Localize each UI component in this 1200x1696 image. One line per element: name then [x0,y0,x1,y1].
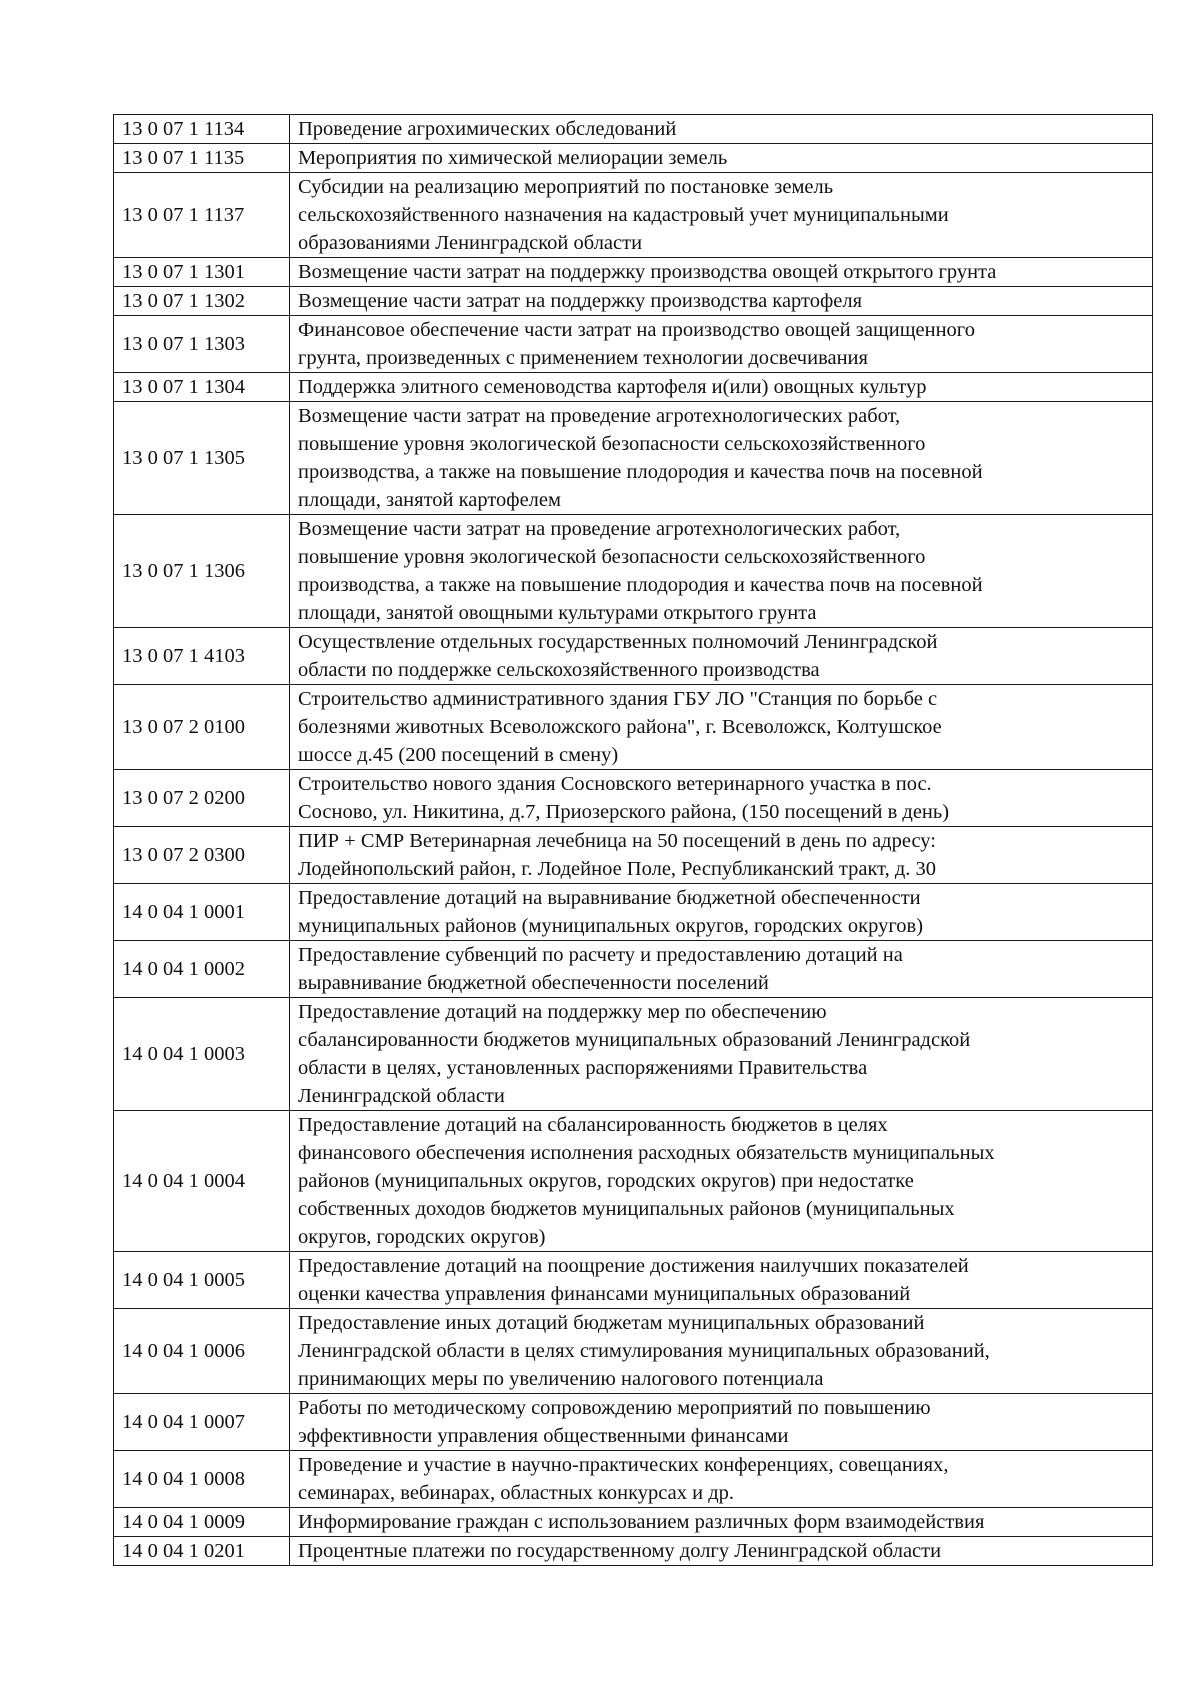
table-row [114,515,1153,628]
description-line: сбалансированности бюджетов муниципальных образований Ленинградской [298,1029,971,1051]
row-description-cell [290,144,1153,173]
description-line: Работы по методическому сопровождению мероприятий по повышению [298,1397,931,1419]
description-line: Предоставление иных дотаций бюджетам муниципальных образований [298,1312,925,1334]
description-line: муниципальных районов (муниципальных округов, городских округов) [298,915,924,937]
row-description-cell [290,316,1153,373]
description-line: принимающих меры по увеличению налогового потенциала [298,1368,824,1390]
row-description-cell [290,1394,1153,1451]
table-row [114,373,1153,402]
row-description-cell [290,115,1153,144]
description-line: грунта, произведенных с применением технологии досвечивания [298,347,868,369]
row-code-cell: 13 0 07 1 1303 [114,316,290,373]
table-row [114,144,1153,173]
table-row [114,173,1153,258]
description-line: округов, городских округов) [298,1226,546,1248]
description-line: Предоставление дотаций на поддержку мер по обеспечению [298,1001,827,1023]
description-line: финансового обеспечения исполнения расходных обязательств муниципальных [298,1142,995,1164]
table-row [114,884,1153,941]
row-code-cell: 14 0 04 1 0008 [114,1451,290,1508]
table-row [114,998,1153,1111]
row-description-cell [290,373,1153,402]
description-line: болезнями животных Всеволожского района", г. Всеволожск, Колтушское [298,716,942,738]
description-line: выравнивание бюджетной обеспеченности поселений [298,972,769,994]
row-code-cell: 13 0 07 1 1301 [114,258,290,287]
description-line: Строительство нового здания Сосновского ветеринарного участка в пос. [298,773,932,795]
description-line: ПИР + СМР Ветеринарная лечебница на 50 посещений в день по адресу: [298,830,936,852]
row-description-cell [290,628,1153,685]
row-code-cell: 14 0 04 1 0002 [114,941,290,998]
table-row [114,1111,1153,1252]
description-line: оценки качества управления финансами муниципальных образований [298,1283,911,1305]
table-row [114,1537,1153,1566]
table-row [114,316,1153,373]
row-code-cell: 14 0 04 1 0201 [114,1537,290,1566]
row-code-cell: 13 0 07 2 0100 [114,685,290,770]
row-code-cell: 13 0 07 1 4103 [114,628,290,685]
table-row [114,287,1153,316]
row-code-cell: 13 0 07 1 1135 [114,144,290,173]
row-description-cell [290,884,1153,941]
row-code-cell: 14 0 04 1 0005 [114,1252,290,1309]
row-description-cell [290,998,1153,1111]
row-description-cell [290,770,1153,827]
description-line: шоссе д.45 (200 посещений в смену) [298,744,619,766]
description-line: образованиями Ленинградской области [298,232,643,254]
description-line: Возмещение части затрат на поддержку производства картофеля [298,290,863,312]
description-line: Осуществление отдельных государственных полномочий Ленинградской [298,631,938,653]
description-line: Строительство административного здания ГБУ ЛО "Станция по борьбе с [298,688,938,710]
description-line: площади, занятой картофелем [298,489,561,511]
row-description-cell [290,941,1153,998]
row-code-cell: 14 0 04 1 0004 [114,1111,290,1252]
description-line: Сосново, ул. Никитина, д.7, Приозерского района, (150 посещений в день) [298,801,950,823]
row-code-cell: 13 0 07 1 1137 [114,173,290,258]
row-code-cell: 14 0 04 1 0009 [114,1508,290,1537]
table-row [114,258,1153,287]
description-line: площади, занятой овощными культурами открытого грунта [298,602,817,624]
description-line: семинарах, вебинарах, областных конкурсах и др. [298,1482,734,1504]
description-line: эффективности управления общественными финансами [298,1425,789,1447]
description-line: Предоставление субвенций по расчету и предоставлению дотаций на [298,944,903,966]
description-line: Субсидии на реализацию мероприятий по постановке земель [298,176,834,198]
description-line: районов (муниципальных округов, городских округов) при недостатке [298,1170,914,1192]
table-row [114,941,1153,998]
budget-classification-table [113,114,1153,1566]
row-code-cell: 13 0 07 1 1134 [114,115,290,144]
row-code-cell: 13 0 07 2 0300 [114,827,290,884]
table-row [114,827,1153,884]
document-page [113,114,1153,1566]
row-description-cell [290,402,1153,515]
row-code-cell: 14 0 04 1 0007 [114,1394,290,1451]
row-description-cell [290,1111,1153,1252]
description-line: Возмещение части затрат на проведение агротехнологических работ, [298,518,901,540]
row-code-cell: 13 0 07 1 1305 [114,402,290,515]
description-line: повышение уровня экологической безопасности сельскохозяйственного [298,433,926,455]
row-code-cell: 13 0 07 1 1306 [114,515,290,628]
table-row [114,1252,1153,1309]
table-row [114,115,1153,144]
description-line: Проведение и участие в научно-практических конференциях, совещаниях, [298,1454,949,1476]
row-description-cell [290,1537,1153,1566]
row-description-cell [290,515,1153,628]
table-row [114,685,1153,770]
description-line: Лодейнопольский район, г. Лодейное Поле, Республиканский тракт, д. 30 [298,858,937,880]
description-line: Мероприятия по химической мелиорации земель [298,147,728,169]
table-body [114,115,1153,1566]
row-code-cell: 13 0 07 1 1302 [114,287,290,316]
description-line: области по поддержке сельскохозяйственного производства [298,659,820,681]
description-line: производства, а также на повышение плодородия и качества почв на посевной [298,461,983,483]
description-line: собственных доходов бюджетов муниципальных районов (муниципальных [298,1198,955,1220]
description-line: области в целях, установленных распоряжениями Правительства [298,1057,868,1079]
table-row [114,1451,1153,1508]
table-row [114,402,1153,515]
table-row [114,1309,1153,1394]
description-line: сельскохозяйственного назначения на кадастровый учет муниципальными [298,204,949,226]
description-line: Ленинградской области в целях стимулирования муниципальных образований, [298,1340,990,1362]
row-description-cell [290,685,1153,770]
description-line: Предоставление дотаций на выравнивание бюджетной обеспеченности [298,887,921,909]
row-description-cell [290,173,1153,258]
row-code-cell: 14 0 04 1 0001 [114,884,290,941]
description-line: Предоставление дотаций на поощрение достижения наилучших показателей [298,1255,969,1277]
row-code-cell: 13 0 07 1 1304 [114,373,290,402]
description-line: повышение уровня экологической безопасности сельскохозяйственного [298,546,926,568]
row-description-cell [290,1508,1153,1537]
row-description-cell [290,287,1153,316]
row-code-cell: 14 0 04 1 0003 [114,998,290,1111]
row-description-cell [290,1451,1153,1508]
description-line: Поддержка элитного семеноводства картофеля и(или) овощных культур [298,376,927,398]
description-line: Проведение агрохимических обследований [298,118,677,140]
table-row [114,1508,1153,1537]
row-description-cell [290,1309,1153,1394]
row-description-cell [290,1252,1153,1309]
table-row [114,770,1153,827]
row-code-cell: 14 0 04 1 0006 [114,1309,290,1394]
description-line: Процентные платежи по государственному долгу Ленинградской области [298,1540,942,1562]
description-line: Возмещение части затрат на проведение агротехнологических работ, [298,405,901,427]
row-code-cell: 13 0 07 2 0200 [114,770,290,827]
description-line: Финансовое обеспечение части затрат на производство овощей защищенного [298,319,975,341]
description-line: Возмещение части затрат на поддержку производства овощей открытого грунта [298,261,997,283]
description-line: производства, а также на повышение плодородия и качества почв на посевной [298,574,983,596]
description-line: Информирование граждан с использованием различных форм взаимодействия [298,1511,985,1533]
table-row [114,628,1153,685]
description-line: Предоставление дотаций на сбалансированность бюджетов в целях [298,1114,888,1136]
description-line: Ленинградской области [298,1085,505,1107]
table-row [114,1394,1153,1451]
row-description-cell [290,258,1153,287]
row-description-cell [290,827,1153,884]
